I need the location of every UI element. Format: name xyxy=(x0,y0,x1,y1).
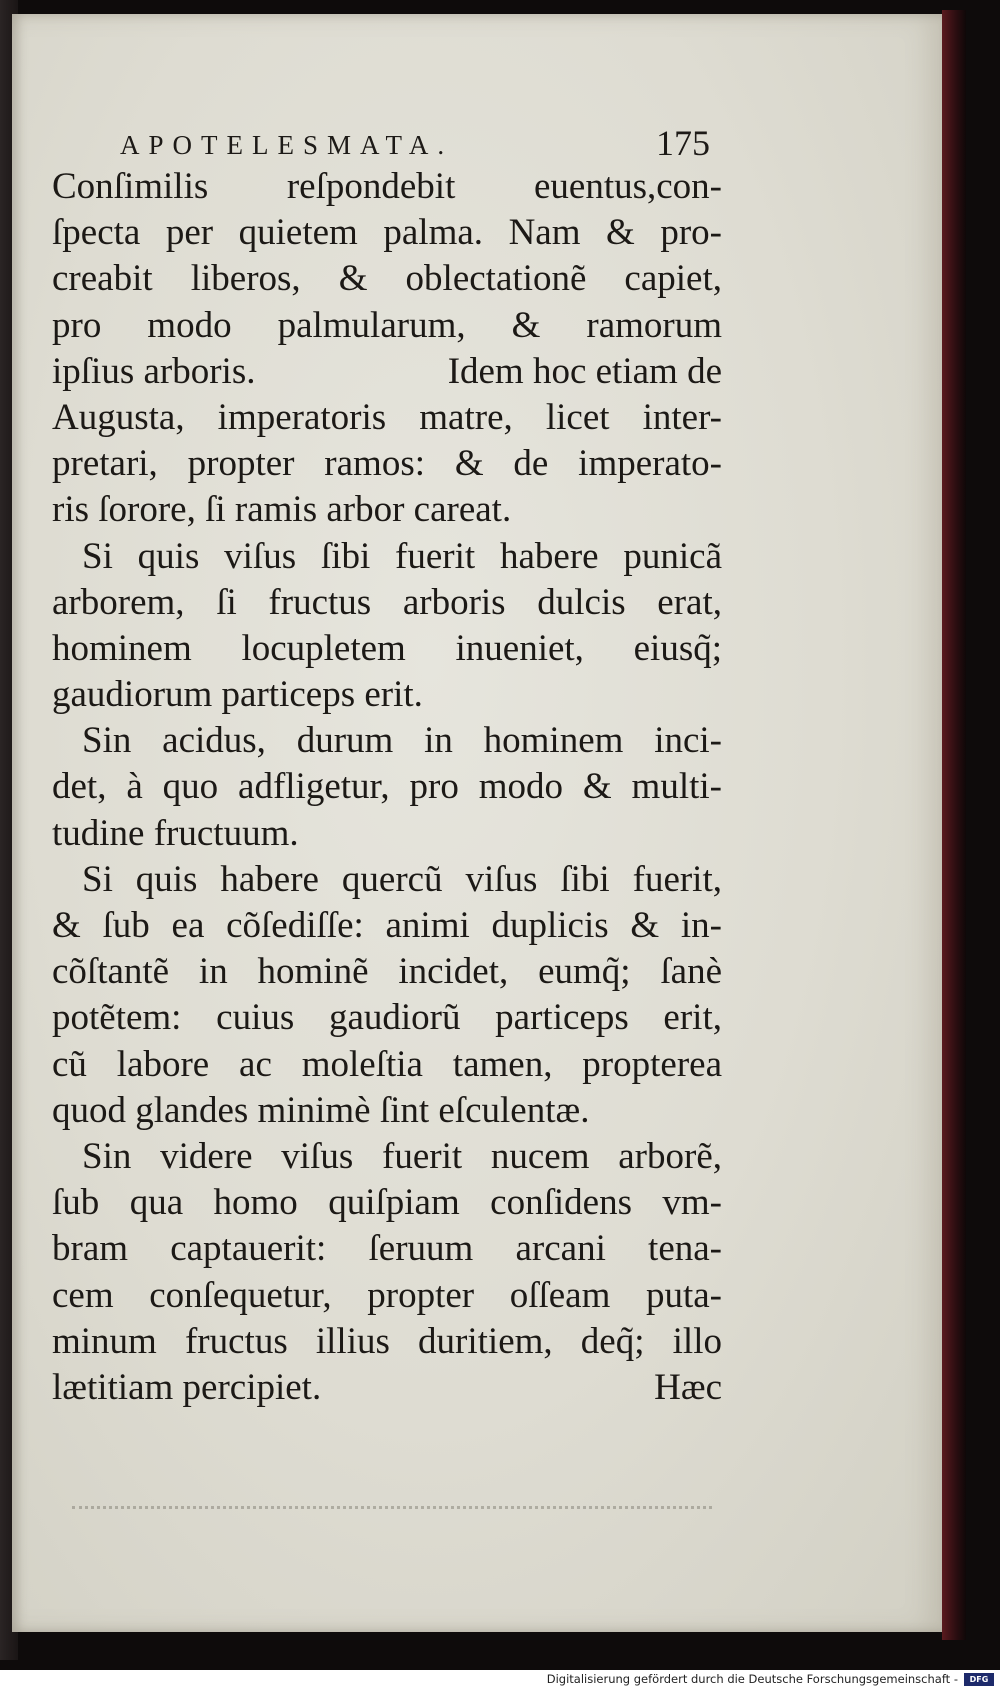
text-line: gaudiorum particeps erit. xyxy=(52,674,423,716)
text-line: det, à quo adfligetur, pro modo & multi- xyxy=(52,766,722,808)
text-line: cũ labore ac moleſtia tamen, propterea xyxy=(52,1043,722,1085)
text-line: Sin acidus, durum in hominem inci- xyxy=(82,720,722,762)
running-head xyxy=(120,120,710,168)
text-line: potẽtem: cuius gaudiorũ particeps erit, xyxy=(52,997,722,1039)
dfg-logo-icon: DFG xyxy=(964,1673,994,1686)
text-line: ris ſorore, ſi ramis arbor careat. xyxy=(52,489,512,531)
text-line: cõſtantẽ in hominẽ incidet, eumq̃; ſanè xyxy=(52,951,722,993)
text-line: ſpecta per quietem palma. Nam & pro- xyxy=(52,212,722,254)
text-line: Augusta, imperatoris matre, licet inter- xyxy=(52,396,722,438)
text-line: cem conſequetur, propter oſſeam puta- xyxy=(52,1274,722,1316)
paragraph xyxy=(52,164,722,534)
text-line: bram captauerit: ſeruum arcani tena- xyxy=(52,1228,722,1270)
text-line: Si quis viſus ſibi fuerit habere punicã xyxy=(82,535,722,577)
paragraph xyxy=(52,1134,722,1411)
text-line: pro modo palmularum, & ramorum xyxy=(52,304,722,346)
text-fragment: Idem hoc etiam de xyxy=(447,350,722,392)
page-number: 175 xyxy=(656,123,710,163)
text-line: Si quis habere quercũ viſus ſibi fuerit, xyxy=(82,858,722,900)
paragraph xyxy=(52,857,722,1134)
text-fragment: ipſius arboris. xyxy=(52,350,256,392)
digitization-footer xyxy=(0,1670,1000,1690)
text-line: quod glandes minimè ſint eſculentæ. xyxy=(52,1089,590,1131)
text-line: Sin videre viſus fuerit nucem arborẽ, xyxy=(82,1135,722,1177)
text-line xyxy=(52,349,722,395)
body-text xyxy=(52,164,722,1411)
text-line: Conſimilis reſpondebit euentus,con- xyxy=(52,166,722,207)
catchword: Hæc xyxy=(654,1366,722,1408)
text-line: minum fructus illius duritiem, deq̃; illo xyxy=(52,1320,722,1362)
text-line: & ſub ea cõſediſſe: animi duplicis & in- xyxy=(52,905,722,946)
dotted-rule xyxy=(72,1506,712,1509)
running-title: APOTELESMATA. xyxy=(120,130,454,160)
text-fragment: lætitiam percipiet. xyxy=(52,1366,322,1408)
text-line: ſub qua homo quiſpiam conſidens vm- xyxy=(52,1182,722,1224)
text-line: arborem, ſi fructus arboris dulcis erat, xyxy=(52,581,722,623)
text-line xyxy=(52,1365,722,1411)
text-line: creabit liberos, & oblectationẽ capiet, xyxy=(52,258,722,300)
text-line: pretari, propter ramos: & de imperato- xyxy=(52,443,722,485)
text-line: tudine fructuum. xyxy=(52,812,299,854)
book-page xyxy=(12,14,945,1632)
text-line: hominem locupletem inueniet, eiusq̃; xyxy=(52,627,722,669)
funding-credit: Digitalisierung gefördert durch die Deutsche Forschungsgemeinschaft - xyxy=(546,1672,958,1686)
page-edge xyxy=(942,10,966,1640)
paragraph xyxy=(52,718,722,857)
paragraph xyxy=(52,534,722,719)
